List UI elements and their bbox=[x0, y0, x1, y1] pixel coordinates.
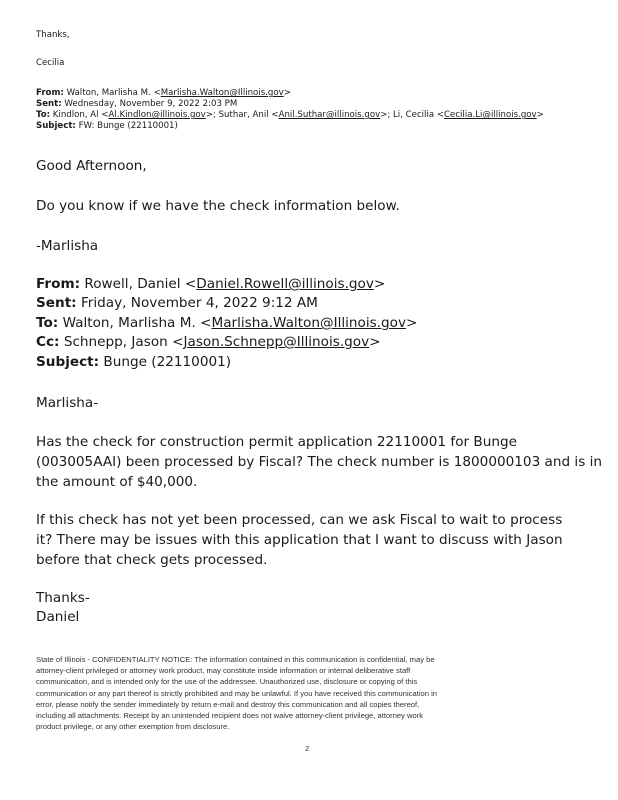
fwd-from-value: Walton, Marlisha M. < bbox=[66, 88, 161, 98]
orig-cc-label: Cc: bbox=[36, 334, 60, 350]
orig-to-value: Walton, Marlisha M. < bbox=[62, 315, 212, 331]
orig-to-label: To: bbox=[36, 315, 59, 331]
fwd-signature: -Marlisha bbox=[36, 238, 99, 254]
orig-sent-value: Friday, November 4, 2022 9:12 AM bbox=[80, 295, 318, 311]
orig-subject-label: Subject: bbox=[36, 354, 100, 370]
orig-from-label: From: bbox=[36, 276, 81, 292]
notice-line-3: communication, and is intended only for the use of the addressee. Unauthorized use, disclosure or copying of this bbox=[36, 677, 418, 687]
orig-cc-end: > bbox=[369, 334, 381, 350]
fwd-greeting: Good Afternoon, bbox=[36, 158, 147, 174]
orig-from-value: Rowell, Daniel < bbox=[84, 276, 197, 292]
fwd-to-end: > bbox=[536, 110, 544, 120]
signoff-name: Cecilia bbox=[36, 58, 65, 68]
orig-cc-value: Schnepp, Jason < bbox=[63, 334, 184, 350]
fwd-to-line bbox=[36, 110, 544, 121]
confidentiality-notice bbox=[36, 654, 586, 732]
orig-to-line bbox=[36, 313, 417, 333]
notice-line-7: product privilege, or any other exemption from disclosure. bbox=[36, 722, 230, 732]
notice-line-6: including all attachments. Receipt by an unintended recipient does not waive attorney-client privilege, attorney work bbox=[36, 711, 424, 721]
orig-from-end: > bbox=[373, 276, 386, 292]
notice-line-5: error, please notify the sender immediately by return e-mail and destroy this communication and all copies thereof, bbox=[36, 699, 420, 709]
orig-subject-value: Bunge (22110001) bbox=[103, 354, 232, 370]
fwd-subject-line bbox=[36, 121, 178, 132]
notice-line-1: State of Illinois - CONFIDENTIALITY NOTICE: The information contained in this communication is confidential, may be bbox=[36, 655, 435, 664]
fwd-from-end: > bbox=[283, 88, 291, 98]
fwd-to-2: >; Suthar, Anil < bbox=[205, 110, 279, 120]
fwd-from-label: From: bbox=[36, 88, 64, 98]
fwd-to-1-email[interactable]: Al.Kindlon@illinois.gov bbox=[108, 110, 206, 120]
orig-sender-name: Daniel bbox=[36, 609, 80, 625]
fwd-from-line bbox=[36, 88, 291, 99]
fwd-sent-value: Wednesday, November 9, 2022 2:03 PM bbox=[64, 99, 238, 109]
orig-greeting: Marlisha- bbox=[36, 395, 99, 411]
page-number: 2 bbox=[305, 744, 310, 753]
fwd-sent-line bbox=[36, 99, 237, 110]
orig-p2-line-1: If this check has not yet been processed, can we ask Fiscal to wait to process bbox=[36, 512, 563, 528]
orig-p2-line-2: it? There may be issues with this application that I want to discuss with Jason bbox=[36, 532, 563, 548]
fwd-question: Do you know if we have the check information below. bbox=[36, 198, 400, 214]
orig-to-email[interactable]: Marlisha.Walton@Illinois.gov bbox=[211, 315, 407, 331]
signoff-thanks: Thanks, bbox=[36, 30, 70, 40]
fwd-subject-label: Subject: bbox=[36, 121, 76, 131]
orig-paragraph-1 bbox=[36, 432, 603, 492]
orig-from-email[interactable]: Daniel.Rowell@illinois.gov bbox=[196, 276, 374, 292]
orig-cc-line bbox=[36, 332, 381, 352]
orig-paragraph-2 bbox=[36, 510, 596, 570]
fwd-from-email[interactable]: Marlisha.Walton@Illinois.gov bbox=[160, 88, 284, 98]
orig-p1-line-3: the amount of $40,000. bbox=[36, 474, 198, 490]
orig-closing: Thanks- bbox=[36, 590, 90, 606]
orig-p2-line-3: before that check gets processed. bbox=[36, 552, 268, 568]
fwd-to-3: >; Li, Cecilia < bbox=[380, 110, 445, 120]
orig-cc-email[interactable]: Jason.Schnepp@Illinois.gov bbox=[183, 334, 370, 350]
orig-sent-label: Sent: bbox=[36, 295, 77, 311]
orig-subject-line bbox=[36, 352, 231, 372]
orig-sent-line bbox=[36, 293, 318, 313]
fwd-to-1: Kindlon, Al < bbox=[52, 110, 109, 120]
fwd-sent-label: Sent: bbox=[36, 99, 62, 109]
fwd-subject-value: FW: Bunge (22110001) bbox=[78, 121, 178, 131]
orig-from-line bbox=[36, 274, 385, 294]
fwd-to-2-email[interactable]: Anil.Suthar@illinois.gov bbox=[278, 110, 381, 120]
orig-to-end: > bbox=[406, 315, 418, 331]
fwd-to-label: To: bbox=[36, 110, 51, 120]
fwd-to-3-email[interactable]: Cecilia.Li@illinois.gov bbox=[444, 110, 537, 120]
notice-line-4: communication or any part thereof is strictly prohibited and may be unlawful. If you have received this communication in bbox=[36, 688, 437, 698]
notice-line-2: attorney-client privileged or attorney work product, may constitute inside information or internal deliberative staff bbox=[36, 666, 411, 676]
orig-p1-line-1: Has the check for construction permit application 22110001 for Bunge bbox=[36, 434, 517, 450]
orig-p1-line-2: (003005AAI) been processed by Fiscal? The check number is 1800000103 and is in bbox=[36, 454, 603, 470]
